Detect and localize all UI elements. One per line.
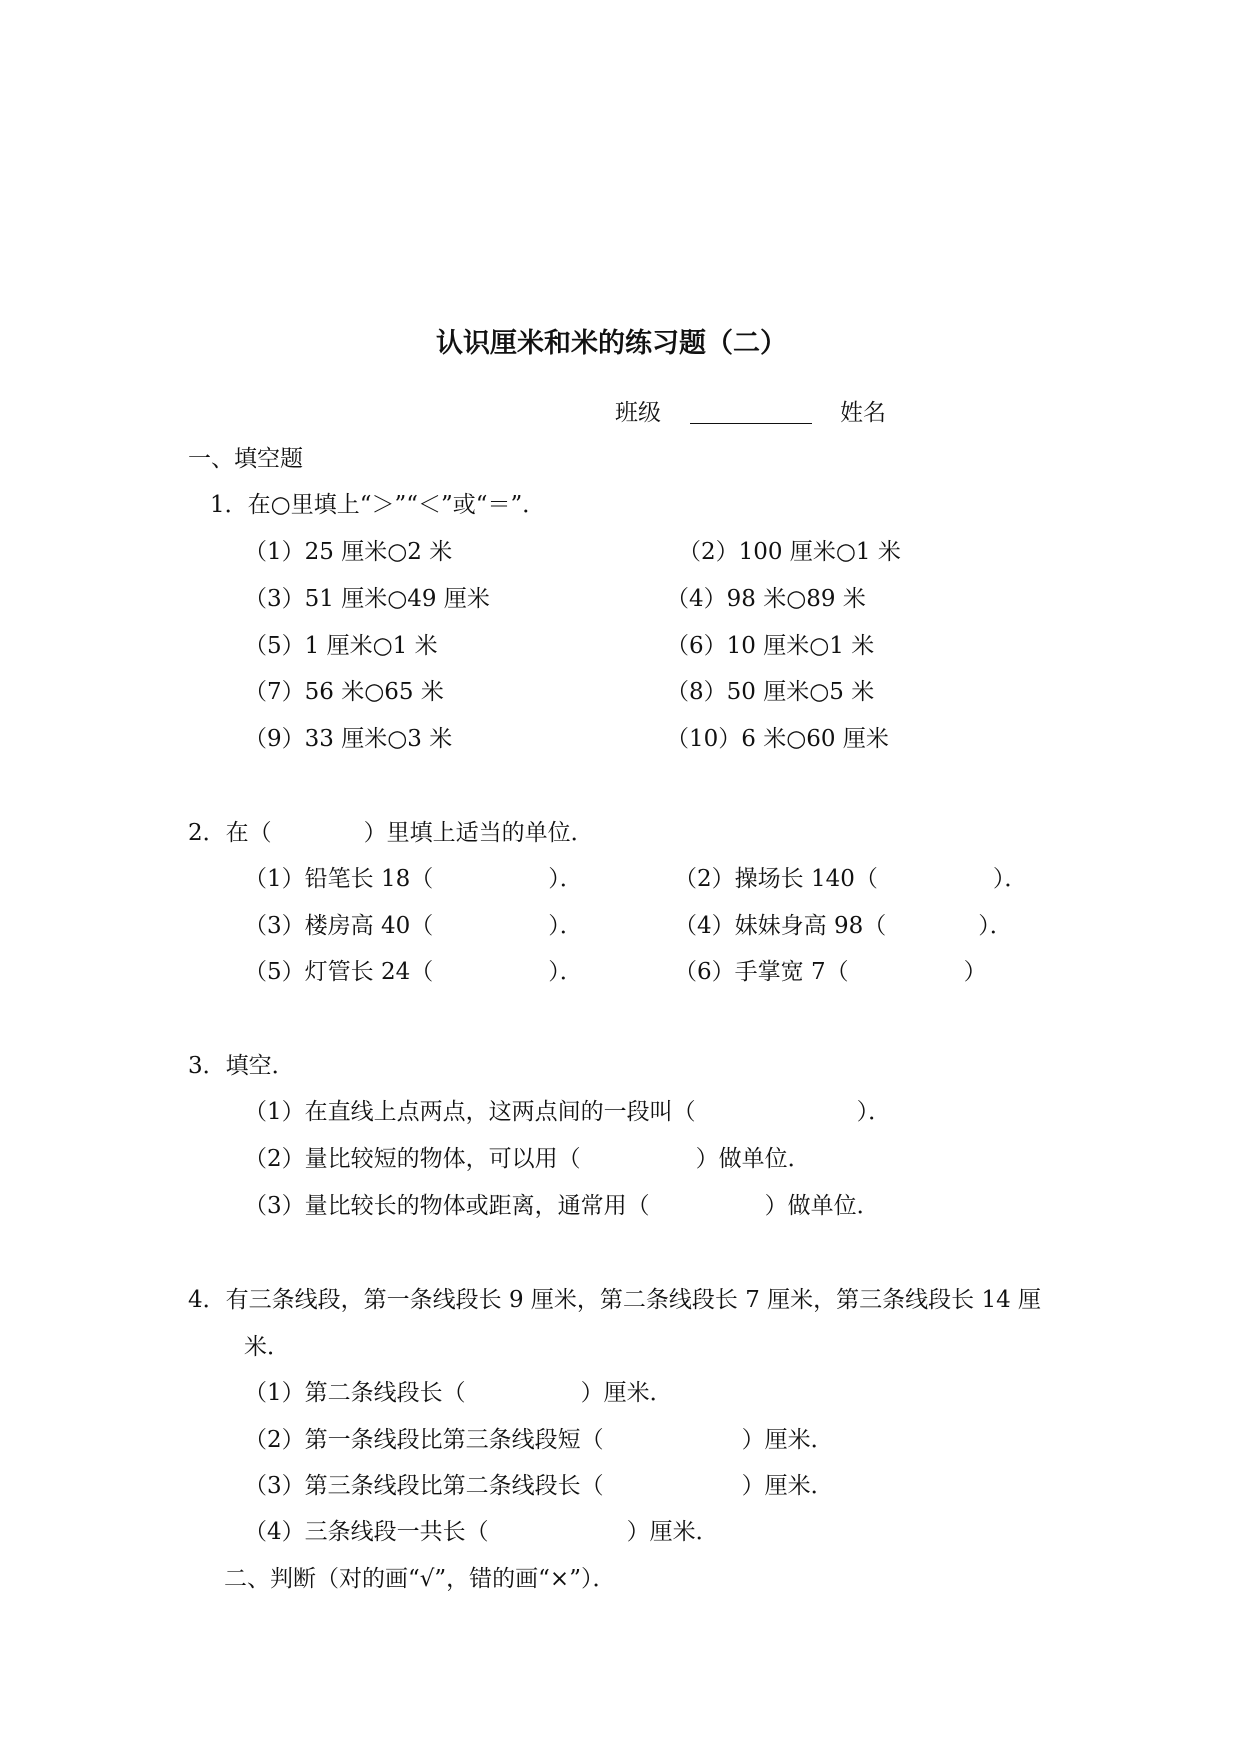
q2-item-3: （3）楼房高 40（ ）． — [244, 913, 583, 939]
q2-item-2: （2）操场长 140（ ）． — [674, 866, 1028, 892]
q3-prompt: 3．填空． — [188, 1053, 295, 1079]
q1-item-3: （3）51 厘米○49 厘米 — [244, 586, 490, 612]
page-title: 认识厘米和米的练习题（二） — [436, 328, 787, 359]
q2-item-5: （5）灯管长 24（ ）． — [244, 959, 583, 985]
name-label: 姓名 — [840, 400, 886, 426]
q4-item-3: （3）第三条线段比第二条线段长（ ）厘米． — [244, 1473, 834, 1499]
q1-item-8: （8）50 厘米○5 米 — [666, 679, 875, 705]
q4-item-1: （1）第二条线段长（ ）厘米． — [244, 1380, 673, 1406]
q1-item-7: （7）56 米○65 米 — [244, 679, 444, 705]
section2-heading: 二、判断（对的画“√”，错的画“×”）． — [224, 1566, 616, 1592]
q2-item-4: （4）妹妹身高 98（ ）． — [674, 913, 1013, 939]
class-blank-line[interactable] — [690, 423, 812, 424]
q1-item-5: （5）1 厘米○1 米 — [244, 633, 438, 659]
q1-prompt: 1．在○里填上“＞”“＜”或“＝”． — [210, 492, 546, 518]
q1-item-6: （6）10 厘米○1 米 — [666, 633, 875, 659]
q3-item-1: （1）在直线上点两点，这两点间的一段叫（ ）． — [244, 1099, 892, 1125]
q1-item-9: （9）33 厘米○3 米 — [244, 726, 453, 752]
q1-item-10: （10）6 米○60 厘米 — [666, 726, 889, 752]
q4-prompt-continuation: 米． — [244, 1334, 290, 1360]
q2-item-6: （6）手掌宽 7（ ） — [674, 959, 987, 985]
class-label: 班级 — [615, 400, 661, 426]
q4-prompt: 4．有三条线段，第一条线段长 9 厘米，第二条线段长 7 厘米，第三条线段长 14 厘 — [188, 1287, 1042, 1313]
q4-item-2: （2）第一条线段比第三条线段短（ ）厘米． — [244, 1427, 834, 1453]
q2-item-1: （1）铅笔长 18（ ）． — [244, 866, 583, 892]
q1-item-2: （2）100 厘米○1 米 — [678, 539, 901, 565]
q4-item-4: （4）三条线段一共长（ ）厘米． — [244, 1519, 719, 1545]
q3-item-2: （2）量比较短的物体，可以用（ ）做单位． — [244, 1146, 811, 1172]
q3-item-3: （3）量比较长的物体或距离，通常用（ ）做单位． — [244, 1193, 880, 1219]
q1-item-1: （1）25 厘米○2 米 — [244, 539, 453, 565]
q2-prompt: 2．在（ ）里填上适当的单位． — [188, 820, 594, 846]
q1-item-4: （4）98 米○89 米 — [666, 586, 866, 612]
section1-heading: 一、填空题 — [188, 446, 303, 472]
